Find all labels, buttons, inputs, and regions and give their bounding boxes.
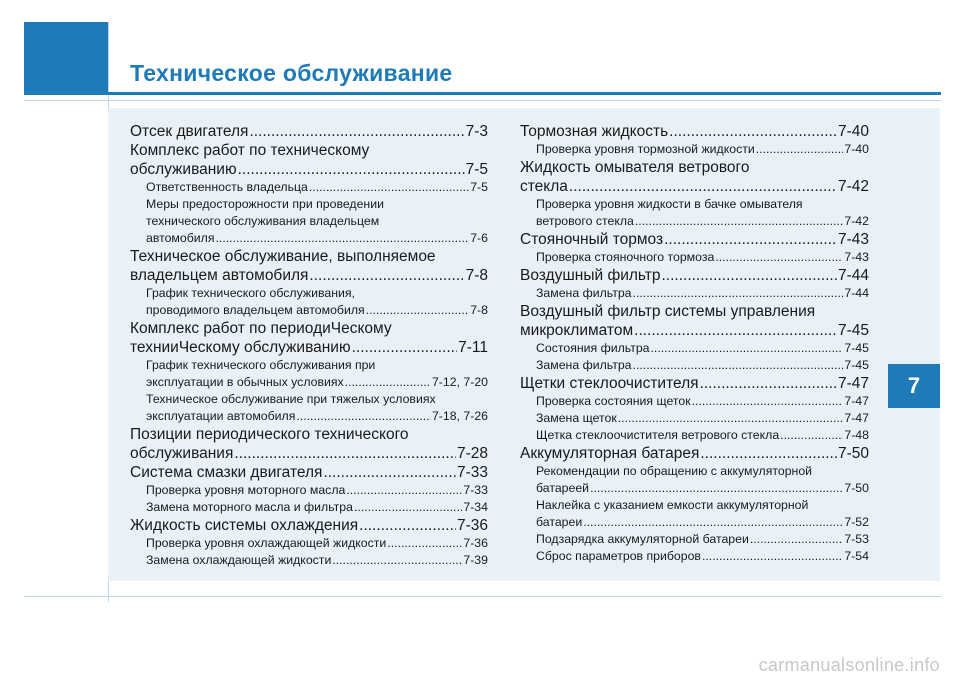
dot-leader [346,482,462,499]
toc-entry[interactable] [520,230,869,249]
dot-leader [345,374,431,391]
toc-entry-title: Замена моторного масла и фильтра [146,500,353,514]
toc-entry-title: Замена щеток [536,411,617,425]
toc-entry-title: автомобиля [146,231,215,245]
toc-subentry-line: Рекомендации по обращению с аккумуляторной [536,464,813,478]
toc-subentry[interactable] [130,482,488,499]
toc-subentry-line: График технического обслуживания, [146,286,355,300]
toc-entry-title: обслуживания [130,445,234,462]
toc-entry-line: Техническое обслуживание, выполняемое [130,248,436,265]
dot-leader [702,548,843,565]
toc-entry-title: Жидкость системы охлаждения [130,517,359,534]
dot-leader [323,463,456,482]
toc-subentry[interactable] [520,285,869,302]
watermark: carmanualsonline.info [758,655,940,675]
toc-page-number: 7-5 [465,161,488,178]
dot-leader [664,230,837,249]
toc-page-number: 7-33 [463,483,488,497]
dot-leader [651,340,844,357]
toc-entry-line: Комплекс работ по периодиЧескому [130,320,392,337]
toc-subentry-line: технического обслуживания владельцем [146,214,380,228]
toc-page-number: 7-43 [844,250,869,264]
toc-page-number: 7-28 [456,445,488,462]
toc-subentry[interactable] [520,514,869,531]
toc-subentry[interactable] [520,410,869,427]
toc-entry[interactable] [130,122,488,141]
toc-subentry[interactable] [130,230,488,247]
toc-page-number: 7-52 [844,515,869,529]
toc-entry-title: Тормозная жидкость [520,123,669,140]
dot-leader [352,338,458,357]
toc-entry-title: Замена охлаждающей жидкости [146,553,332,567]
dot-leader [756,141,844,158]
dot-leader [387,535,462,552]
toc-page-number: 7-45 [844,341,869,355]
toc-page-number: 7-50 [844,481,869,495]
toc-entry-title: эксплуатации в обычных условиях [146,375,344,389]
toc-entry-title: Воздушный фильтр [520,267,661,284]
dot-leader [309,179,469,196]
toc-subentry[interactable] [130,535,488,552]
dot-leader [354,499,462,516]
toc-entry[interactable] [520,266,869,285]
title-sub-rule [24,100,941,101]
toc-page-number: 7-50 [837,445,869,462]
toc-subentry[interactable] [130,499,488,516]
toc-entry-title: проводимого владельцем автомобиля [146,303,365,317]
toc-subentry[interactable] [520,141,869,158]
dot-leader [296,408,431,425]
toc-page-number: 7-36 [463,536,488,550]
title-rule [24,92,941,95]
toc-page-number: 7-3 [465,123,488,140]
toc-page-number: 7-34 [463,500,488,514]
toc-left-column [130,122,488,569]
dot-leader [590,480,843,497]
toc-page-number: 7-47 [837,375,869,392]
dot-leader [309,266,464,285]
toc-entry-title: Проверка уровня охлаждающей жидкости [146,536,387,550]
dot-leader [715,249,843,266]
toc-entry-title: Система смазки двигателя [130,464,323,481]
toc-entry-line: Воздушный фильтр системы управления [520,303,816,320]
toc-entry-title: батареи [536,515,583,529]
toc-subentry-line: Наклейка с указанием емкости аккумуляторной [536,498,809,512]
dot-leader [661,266,836,285]
toc-entry-line: Позиции периодического технического [130,426,409,443]
toc-page-number: 7-44 [844,286,869,300]
toc-page-number: 7-8 [465,267,488,284]
toc-entry-title: батареей [536,481,590,495]
toc-entry-title: Аккумуляторная батарея [520,445,700,462]
toc-page-number: 7-8 [470,303,488,317]
toc-entry-line: Жидкость омывателя ветрового [520,159,750,176]
toc-entry-title: Состояния фильтра [536,341,650,355]
dot-leader [249,122,464,141]
toc-entry-title: микроклиматом [520,322,634,339]
toc-page-number: 7-6 [470,231,488,245]
toc-entry[interactable] [130,160,488,179]
dot-leader [569,177,837,196]
toc-subentry[interactable] [520,531,869,548]
dot-leader [633,357,844,374]
dot-leader [692,393,844,410]
toc-entry-title: владельцем автомобиля [130,267,309,284]
dot-leader [700,444,837,463]
dot-leader [618,410,844,427]
toc-page-number: 7-11 [458,339,488,356]
bottom-rule [24,596,941,597]
dot-leader [332,552,462,569]
toc-page-number: 7-36 [456,517,488,534]
toc-subentry-line: Проверка уровня жидкости в бачке омывателя [536,197,803,211]
dot-leader [634,321,837,340]
toc-entry[interactable] [130,266,488,285]
toc-page-number: 7-33 [456,464,488,481]
toc-page-number: 7-12, 7-20 [431,375,488,389]
toc-subentry[interactable] [520,548,869,565]
toc-subentry[interactable] [520,480,869,497]
toc-subentry-line: Меры предосторожности при проведении [146,197,384,211]
toc-entry[interactable] [130,463,488,482]
toc-page-number: 7-42 [844,214,869,228]
toc-page-number: 7-45 [837,322,869,339]
toc-subentry[interactable] [130,302,488,319]
toc-entry[interactable] [520,374,869,393]
toc-right-column [520,122,869,565]
toc-entry[interactable] [520,122,869,141]
toc-entry-line: Комплекс работ по техническому [130,142,370,159]
toc-entry-title: стекла [520,178,568,195]
toc-subentry[interactable] [520,249,869,266]
page-title: Техническое обслуживание [130,60,453,86]
toc-entry-title: Щетки стеклоочистителя [520,375,699,392]
toc-entry-title: Подзарядка аккумуляторной батареи [536,532,749,546]
toc-page-number: 7-54 [844,549,869,563]
toc-subentry[interactable] [130,552,488,569]
toc-page-number: 7-43 [837,231,869,248]
toc-entry[interactable] [130,338,488,357]
toc-subentry[interactable] [130,374,488,391]
dot-leader [215,230,469,247]
toc-page-number: 7-18, 7-26 [431,409,488,423]
toc-page-number: 7-5 [470,180,488,194]
toc-page-number: 7-39 [463,553,488,567]
toc-entry-title: Замена фильтра [536,358,632,372]
dot-leader [238,160,465,179]
toc-page-number: 7-40 [844,142,869,156]
dot-leader [366,302,470,319]
toc-entry-title: эксплуатации автомобиля [146,409,296,423]
toc-page-number: 7-53 [844,532,869,546]
toc-page-number: 7-42 [837,178,869,195]
dot-leader [700,374,837,393]
toc-page-number: 7-47 [844,411,869,425]
toc-entry-title: обслуживанию [130,161,237,178]
toc-entry-title: Отсек двигателя [130,123,249,140]
toc-page-number: 7-48 [844,428,869,442]
toc-entry-title: Стояночный тормоз [520,231,664,248]
toc-subentry[interactable] [520,213,869,230]
toc-page-number: 7-40 [837,123,869,140]
toc-subentry[interactable] [520,427,869,444]
dot-leader [780,427,843,444]
dot-leader [635,213,844,230]
dot-leader [234,444,456,463]
toc-entry-title: Замена фильтра [536,286,632,300]
dot-leader [633,285,844,302]
toc-entry-title: Проверка стояночного тормоза [536,250,715,264]
toc-entry[interactable] [520,444,869,463]
toc-entry-title: технииЧескому обслуживанию [130,339,351,356]
dot-leader [750,531,844,548]
toc-page-number: 7-45 [844,358,869,372]
toc-subentry[interactable] [520,393,869,410]
toc-entry-title: Щетка стеклоочистителя ветрового стекла [536,428,780,442]
toc-entry[interactable] [520,321,869,340]
toc-entry-title: Проверка уровня моторного масла [146,483,346,497]
corner-accent-block [24,22,109,94]
toc-subentry[interactable] [520,340,869,357]
toc-entry-title: Сброс параметров приборов [536,549,701,563]
toc-entry[interactable] [520,177,869,196]
toc-page-number: 7-44 [837,267,869,284]
toc-subentry-line: График технического обслуживания при [146,358,376,372]
dot-leader [583,514,843,531]
toc-entry[interactable] [130,444,488,463]
toc-page-number: 7-47 [844,394,869,408]
toc-subentry-line: Техническое обслуживание при тяжелых условиях [146,392,436,406]
toc-entry-title: Ответственность владельца [146,180,308,194]
dot-leader [669,122,837,141]
dot-leader [359,516,456,535]
toc-entry-title: Проверка уровня тормозной жидкости [536,142,755,156]
toc-subentry[interactable] [130,408,488,425]
toc-entry[interactable] [130,516,488,535]
toc-entry-title: Проверка состояния щеток [536,394,691,408]
toc-entry-title: ветрового стекла [536,214,634,228]
toc-subentry[interactable] [520,357,869,374]
chapter-tab[interactable]: 7 [888,364,940,408]
toc-subentry[interactable] [130,179,488,196]
